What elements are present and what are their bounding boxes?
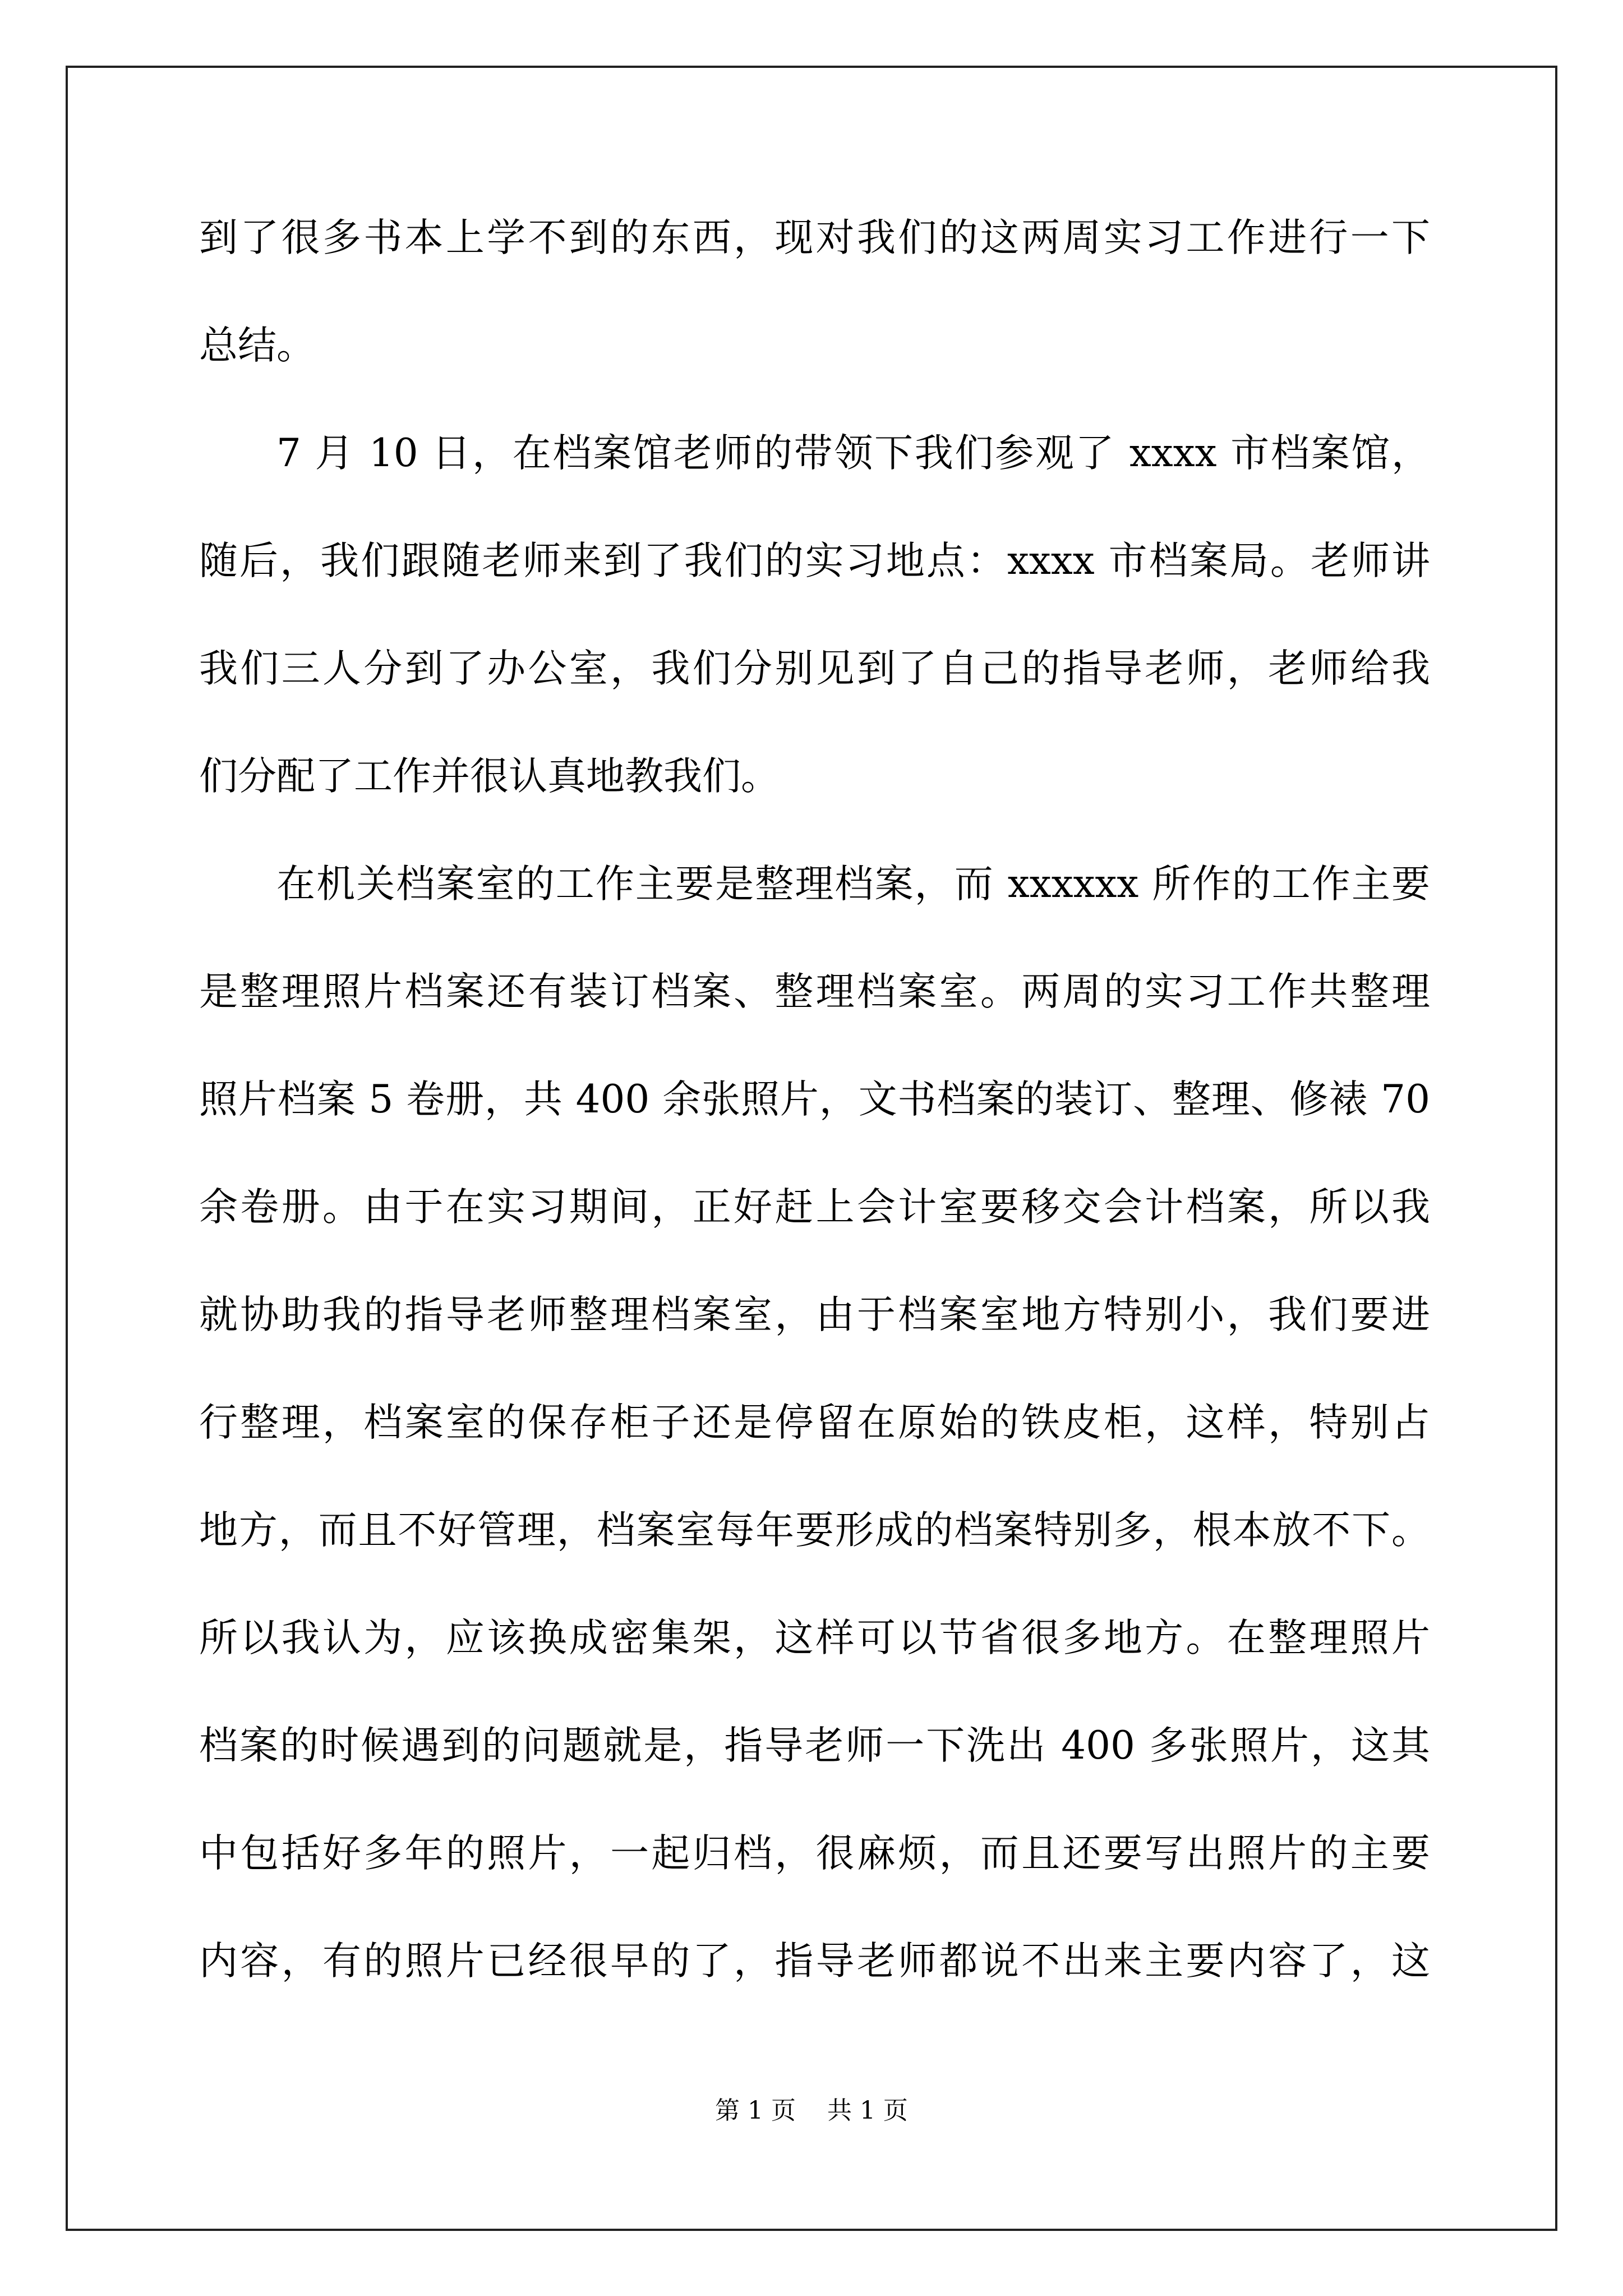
- text-line: 行整理，档案室的保存柜子还是停留在原始的铁皮柜，这样，特别占: [199, 1400, 1430, 1445]
- text-line: 所以我认为，应该换成密集架，这样可以节省很多地方。在整理照片: [199, 1616, 1430, 1660]
- page-number-footer: 第 1 页 共 1 页: [715, 2096, 908, 2125]
- text-line: 内容，有的照片已经很早的了，指导老师都说不出来主要内容了，这: [199, 1939, 1430, 1984]
- text-line: 总结。: [199, 323, 315, 368]
- text-line: 随后，我们跟随老师来到了我们的实习地点：xxxx 市档案局。老师讲: [199, 539, 1430, 583]
- text-line: 们分配了工作并很认真地教我们。: [199, 754, 780, 799]
- text-line: 照片档案 5 卷册，共 400 余张照片，文书档案的装订、整理、修裱 70: [199, 1077, 1430, 1122]
- text-line: 是整理照片档案还有装订档案、整理档案室。两周的实习工作共整理: [199, 969, 1430, 1014]
- text-line: 余卷册。由于在实习期间，正好赶上会计室要移交会计档案，所以我: [199, 1185, 1430, 1230]
- paragraph-first-line: 在机关档案室的工作主要是整理档案，而 xxxxxx 所作的工作主要: [276, 862, 1430, 907]
- text-line: 到了很多书本上学不到的东西，现对我们的这两周实习工作进行一下: [199, 215, 1430, 260]
- paragraph-first-line: 7 月 10 日，在档案馆老师的带领下我们参观了 xxxx 市档案馆，: [276, 431, 1430, 476]
- text-line: 我们三人分到了办公室，我们分别见到了自己的指导老师，老师给我: [199, 646, 1430, 691]
- text-line: 地方，而且不好管理，档案室每年要形成的档案特别多，根本放不下。: [199, 1508, 1430, 1553]
- text-line: 中包括好多年的照片，一起归档，很麻烦，而且还要写出照片的主要: [199, 1831, 1430, 1876]
- text-line: 就协助我的指导老师整理档案室，由于档案室地方特别小，我们要进: [199, 1292, 1430, 1337]
- text-line: 档案的时候遇到的问题就是，指导老师一下洗出 400 多张照片，这其: [199, 1723, 1430, 1768]
- document-body: [199, 215, 1430, 2050]
